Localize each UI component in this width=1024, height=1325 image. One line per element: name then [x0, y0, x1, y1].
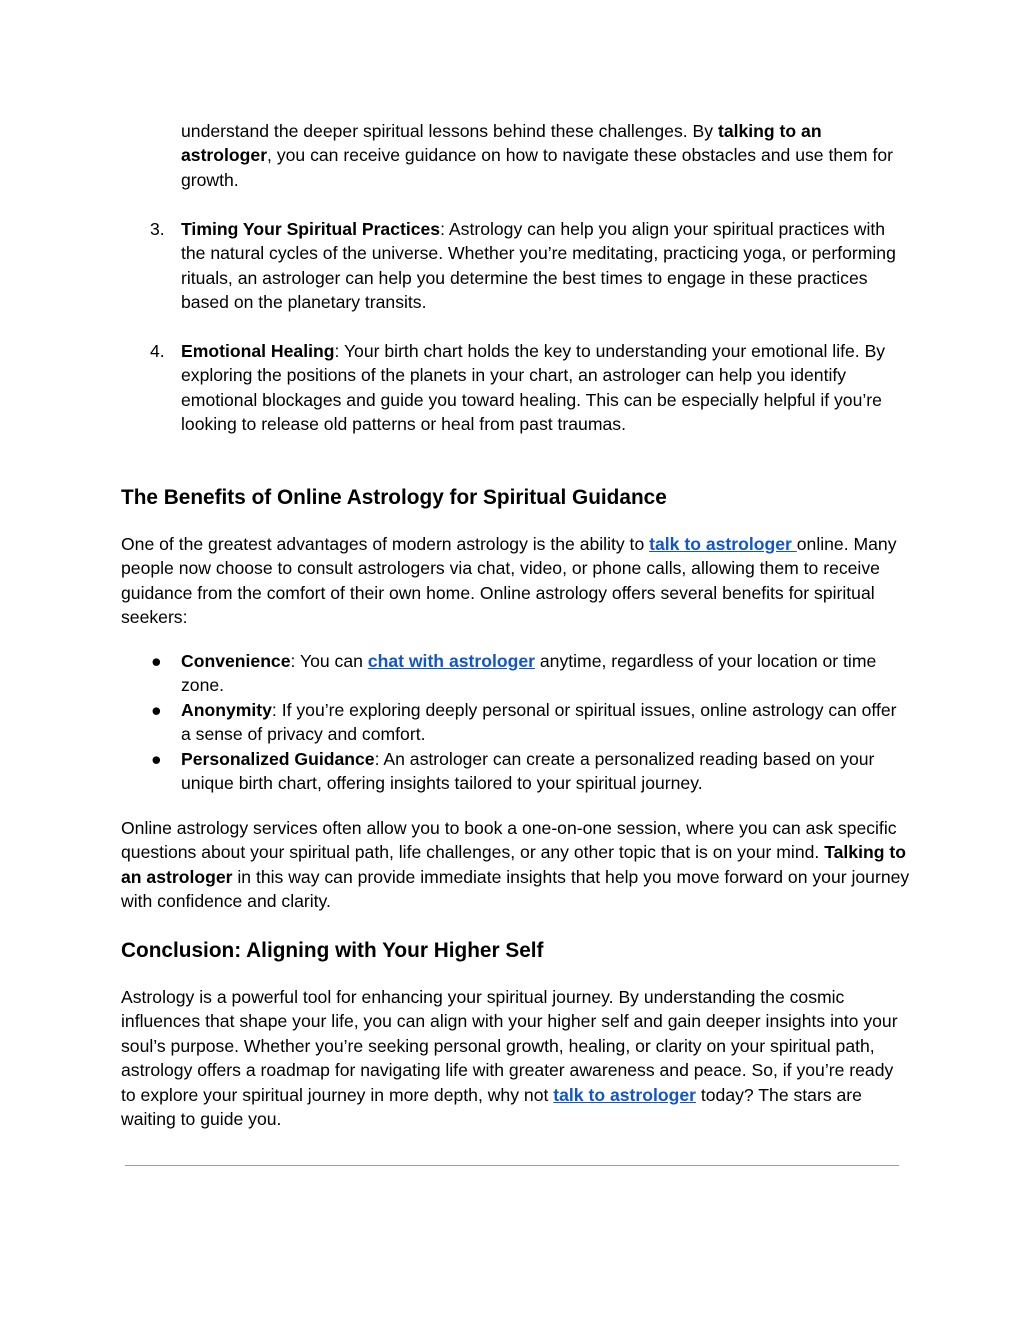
bullet-marker: ●	[151, 748, 162, 769]
item-title: Emotional Healing	[181, 341, 335, 361]
continuation-paragraph	[181, 119, 911, 192]
item-number: 4.	[150, 341, 165, 361]
item-text: : Your birth chart holds the key to understanding your emotional life. By exploring the positions of the planets in your chart, an astrologer can help you identify emotional blockages and guide you toward healing. This can be especially helpful if you’re looking to release old patterns or heal from past traumas.	[181, 341, 886, 435]
talk-to-astrologer-link-conclusion[interactable]: talk to astrologer	[553, 1084, 696, 1105]
benefits-bullet-list	[151, 649, 901, 795]
continuation-bold-phrase: talking to an astrologer	[181, 121, 822, 166]
sessions-text-end: in this way can provide immediate insights that help you move forward on your journey with confidence and clarity.	[121, 866, 910, 912]
continuation-text-end: , you can receive guidance on how to navigate these obstacles and use them for growth.	[181, 145, 893, 190]
item-number: 3.	[150, 219, 165, 239]
section-heading-benefits: The Benefits of Online Astrology for Spiritual Guidance	[121, 486, 667, 509]
chat-with-astrologer-link[interactable]: chat with astrologer	[367, 651, 535, 671]
sessions-text-start: Online astrology services often allow you to book a one-on-one session, where you can ask specific questions about your spiritual path, life challenges, or any other topic that is on your mind.	[121, 818, 897, 863]
bullet-item-anonymity	[151, 698, 901, 747]
bullet-text: : You can	[290, 651, 368, 671]
intro-text-end: online. Many people now choose to consult astrologers via chat, video, or phone calls, allowing them to receive guidance from the comfort of their own home. Online astrology offers several benefits for spiritual seekers:	[121, 534, 897, 628]
bullet-marker: ●	[151, 699, 162, 720]
talk-to-astrologer-link[interactable]: talk to astrologer	[649, 534, 797, 554]
numbered-item-4	[150, 339, 911, 437]
intro-text-start: One of the greatest advantages of modern astrology is the ability to	[121, 534, 650, 554]
bullet-text: : An astrologer can create a personalized reading based on your unique birth chart, offering insights tailored to your spiritual journey.	[181, 748, 875, 794]
benefits-intro-paragraph	[121, 532, 911, 630]
bullet-text: : If you’re exploring deeply personal or spiritual issues, online astrology can offer a sense of privacy and comfort.	[181, 699, 897, 745]
numbered-item-3	[150, 217, 911, 315]
conclusion-text-end: today? The stars are waiting to guide you.	[121, 1084, 862, 1130]
conclusion-paragraph	[121, 985, 911, 1131]
item-title: Timing Your Spiritual Practices	[181, 219, 441, 239]
bullet-title: Convenience	[181, 651, 291, 671]
continuation-text-start: understand the deeper spiritual lessons behind these challenges. By	[181, 121, 718, 141]
conclusion-text-start: Astrology is a powerful tool for enhancing your spiritual journey. By understanding the cosmic influences that shape your life, you can align with your higher self and gain deeper insights into your soul’s purpose. Whether you’re seeking personal growth, healing, or clarity on your spiritual path, astrology offers a roadmap for navigating life with greater awareness and peace. So, if you’re ready to explore your spiritual journey in more depth, why not	[121, 987, 898, 1105]
bullet-text-end: anytime, regardless of your location or time zone.	[181, 651, 877, 696]
horizontal-rule	[125, 1165, 899, 1166]
bullet-title: Anonymity	[181, 699, 272, 720]
bullet-item-convenience	[151, 649, 901, 698]
item-text: : Astrology can help you align your spiritual practices with the natural cycles of the universe. Whether you’re meditating, practicing yoga, or performing rituals, an astrologer can help you determine the best times to engage in these practices based on the planetary transits.	[181, 219, 896, 313]
bullet-item-personalized-guidance	[151, 747, 901, 796]
section-heading-conclusion: Conclusion: Aligning with Your Higher Self	[121, 939, 544, 962]
bullet-marker: ●	[151, 651, 162, 671]
sessions-bold-phrase: Talking to an astrologer	[121, 842, 906, 887]
online-sessions-paragraph	[121, 816, 911, 914]
bullet-title: Personalized Guidance	[181, 748, 375, 769]
